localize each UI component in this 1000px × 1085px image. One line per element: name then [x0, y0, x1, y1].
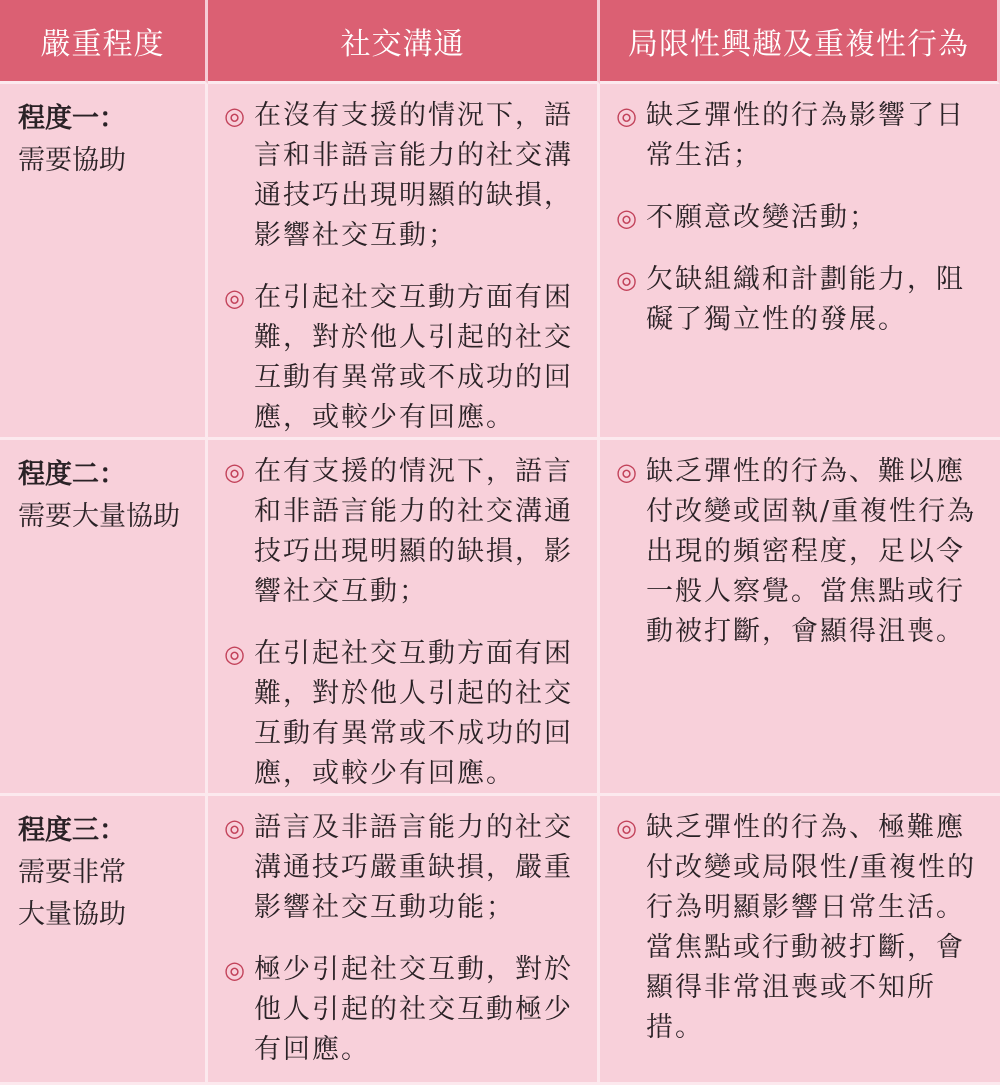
bullet-icon: ◎ [224, 814, 245, 842]
item-text: 缺乏彈性的行為、極難應付改變或局限性/重複性的行為明顯影響日常生活。當焦點或行動被打斷，會顯得非常沮喪或不知所措。 [646, 812, 977, 1043]
level-title: 程度二： [18, 459, 126, 490]
level-cell [0, 440, 208, 796]
bullet-icon: ◎ [616, 266, 637, 294]
level-title: 程度三： [18, 815, 126, 846]
list-item [224, 278, 581, 438]
list-item [224, 96, 581, 256]
list-item [616, 198, 984, 238]
list-item [616, 96, 984, 176]
item-text: 在沒有支援的情況下，語言和非語言能力的社交溝通技巧出現明顯的缺損，影響社交互動； [254, 100, 573, 251]
bullet-icon: ◎ [224, 956, 245, 984]
bullet-icon: ◎ [616, 204, 637, 232]
bullet-icon: ◎ [616, 458, 637, 486]
bullet-icon: ◎ [224, 102, 245, 130]
level-description: 需要大量協助 [18, 501, 180, 532]
behavior-cell [600, 796, 1000, 1085]
behavior-cell [600, 440, 1000, 796]
item-text: 在引起社交互動方面有困難，對於他人引起的社交互動有異常或不成功的回應，或較少有回應。 [254, 638, 573, 789]
list-item [616, 260, 984, 340]
level-description: 需要協助 [18, 145, 126, 176]
bullet-icon: ◎ [224, 284, 245, 312]
level-cell [0, 84, 208, 440]
level-description: 需要非常 大量協助 [18, 857, 126, 930]
item-text: 語言及非語言能力的社交溝通技巧嚴重缺損，嚴重影響社交互動功能； [254, 812, 573, 923]
bullet-icon: ◎ [224, 640, 245, 668]
item-text: 缺乏彈性的行為、難以應付改變或固執/重複性行為出現的頻密程度，足以令一般人察覺。當焦點或行動被打斷，會顯得沮喪。 [646, 456, 977, 647]
level-title: 程度一： [18, 103, 126, 134]
social-cell [208, 440, 600, 796]
list-item [224, 808, 581, 928]
item-text: 在有支援的情況下，語言和非語言能力的社交溝通技巧出現明顯的缺損，影響社交互動； [254, 456, 573, 607]
list-item [224, 950, 581, 1070]
item-text: 在引起社交互動方面有困難，對於他人引起的社交互動有異常或不成功的回應，或較少有回應。 [254, 282, 573, 433]
item-text: 缺乏彈性的行為影響了日常生活； [646, 100, 965, 171]
bullet-icon: ◎ [224, 458, 245, 486]
item-text: 極少引起社交互動，對於他人引起的社交互動極少有回應。 [254, 954, 573, 1065]
list-item [616, 452, 984, 652]
item-text: 欠缺組織和計劃能力，阻礙了獨立性的發展。 [646, 264, 965, 335]
social-cell [208, 84, 600, 440]
header-restricted-behaviors: 局限性興趣及重複性行為 [600, 0, 1000, 84]
list-item [224, 452, 581, 612]
item-text: 不願意改變活動； [646, 202, 878, 233]
list-item [616, 808, 984, 1048]
header-severity: 嚴重程度 [0, 0, 208, 84]
header-social-communication: 社交溝通 [208, 0, 600, 84]
level-cell [0, 796, 208, 1085]
bullet-icon: ◎ [616, 814, 637, 842]
social-cell [208, 796, 600, 1085]
bullet-icon: ◎ [616, 102, 637, 130]
list-item [224, 634, 581, 794]
behavior-cell [600, 84, 1000, 440]
